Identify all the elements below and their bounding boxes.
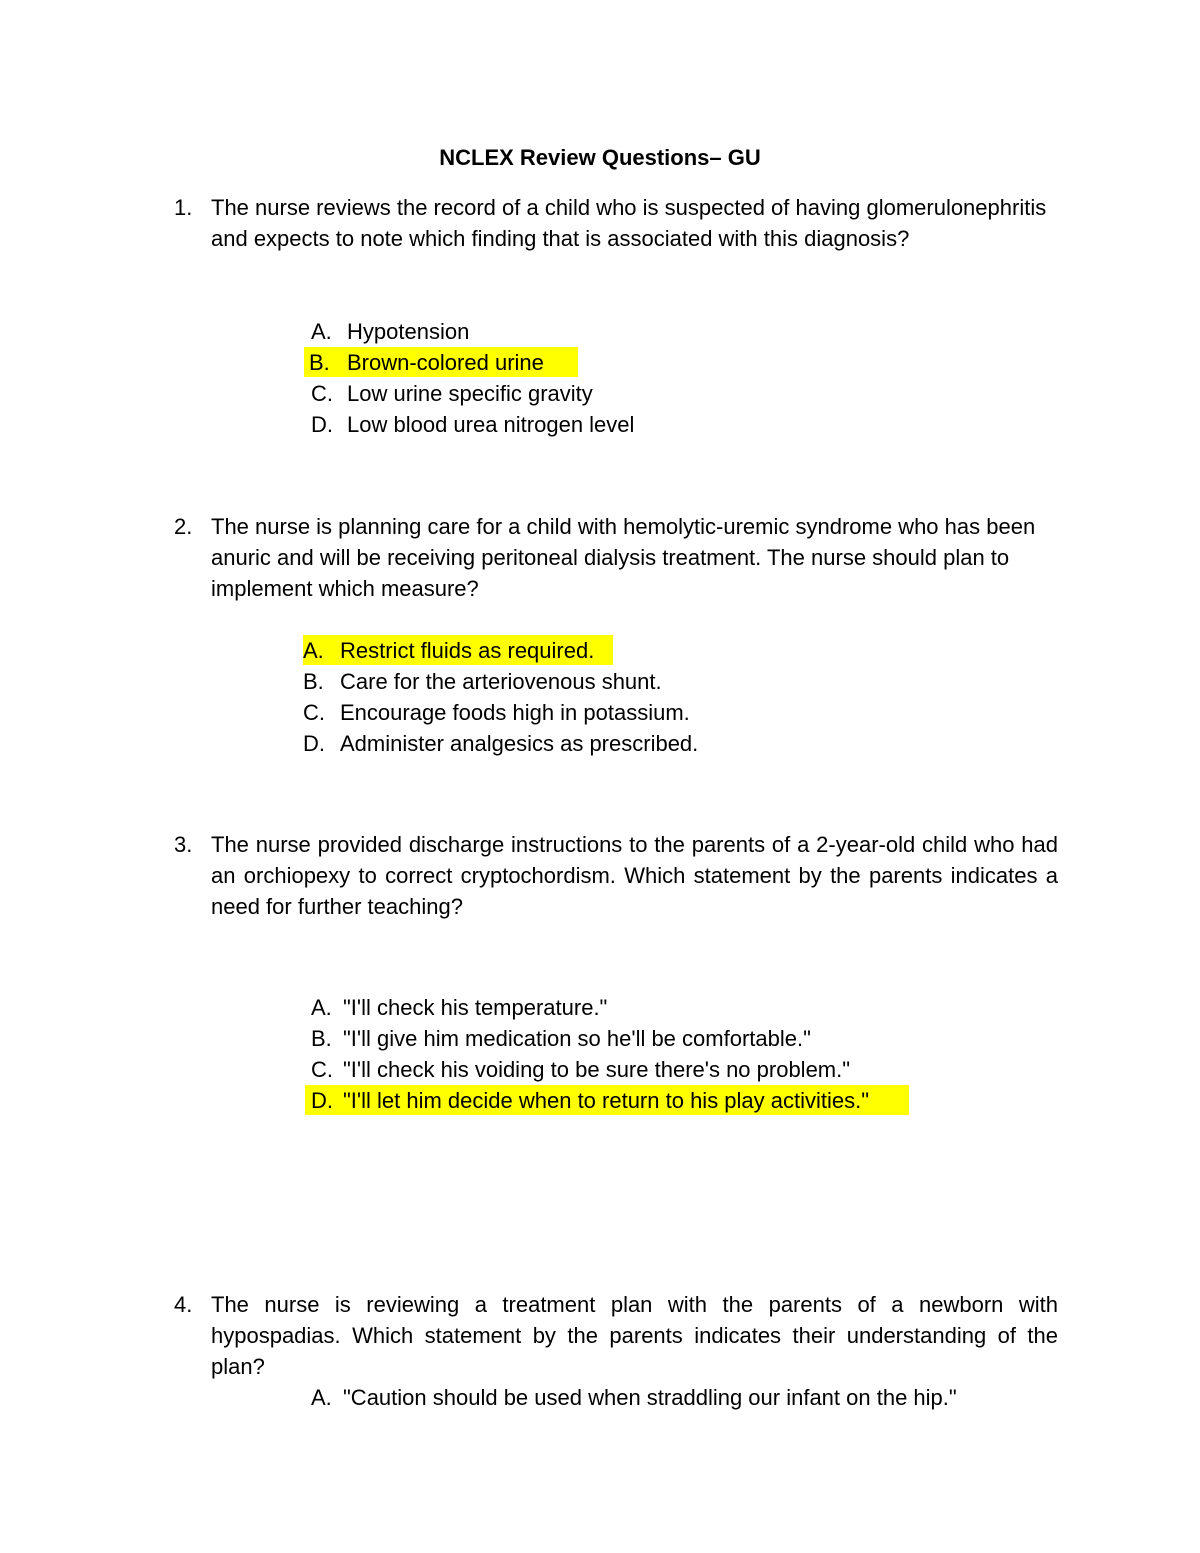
option-text: Low urine specific gravity bbox=[347, 381, 593, 406]
option-letter: A. bbox=[311, 995, 332, 1020]
option-text: Hypotension bbox=[347, 319, 470, 344]
option-text: "I'll give him medication so he'll be comfortable." bbox=[343, 1026, 811, 1051]
option-letter: D. bbox=[303, 731, 325, 756]
question-2 bbox=[174, 511, 1058, 604]
question-number: 2. bbox=[174, 514, 193, 539]
option-letter: B. bbox=[311, 1026, 332, 1051]
option-text: Administer analgesics as prescribed. bbox=[340, 731, 699, 756]
option-letter: D. bbox=[311, 412, 333, 437]
option-text: Brown-colored urine bbox=[347, 350, 544, 375]
option-text: "Caution should be used when straddling our infant on the hip." bbox=[343, 1385, 957, 1410]
question-4 bbox=[174, 1289, 1058, 1382]
option-text: "I'll let him decide when to return to his play activities." bbox=[343, 1088, 870, 1113]
question-text: The nurse provided discharge instructions to the parents of a 2-year-old child who had an orchiopexy to correct cryptochordism. Which statement by the parents indicates a need for further teaching? bbox=[211, 832, 1058, 919]
option-text: Restrict fluids as required. bbox=[340, 638, 595, 663]
option-text: Care for the arteriovenous shunt. bbox=[340, 669, 662, 694]
option-letter: C. bbox=[311, 381, 333, 406]
question-3 bbox=[174, 829, 1058, 922]
question-number: 1. bbox=[174, 195, 193, 220]
option-text: "I'll check his voiding to be sure there's no problem." bbox=[343, 1057, 851, 1082]
question-number: 3. bbox=[174, 832, 193, 857]
option-letter: B. bbox=[309, 350, 330, 375]
question-text: The nurse is planning care for a child with hemolytic-uremic syndrome who has been anuric and will be receiving peritoneal dialysis treatment. The nurse should plan to implement which measure? bbox=[211, 514, 1036, 601]
option-letter: A. bbox=[311, 1385, 332, 1410]
question-number: 4. bbox=[174, 1292, 193, 1317]
option-text: "I'll check his temperature." bbox=[343, 995, 608, 1020]
question-text: The nurse is reviewing a treatment plan with the parents of a newborn with hypospadias. Which statement by the parents indicates their understanding of the plan? bbox=[211, 1292, 1058, 1379]
option-letter: C. bbox=[311, 1057, 333, 1082]
option-letter: B. bbox=[303, 669, 324, 694]
page-title: NCLEX Review Questions– GU bbox=[439, 145, 761, 170]
question-text: The nurse reviews the record of a child who is suspected of having glomerulonephritis and expects to note which finding that is associated with this diagnosis? bbox=[211, 195, 1047, 251]
option-letter: A. bbox=[311, 319, 332, 344]
option-text: Low blood urea nitrogen level bbox=[347, 412, 635, 437]
option-letter: C. bbox=[303, 700, 325, 725]
option-letter: D. bbox=[311, 1088, 333, 1113]
option-letter: A. bbox=[303, 638, 324, 663]
question-1 bbox=[174, 192, 1058, 254]
option-text: Encourage foods high in potassium. bbox=[340, 700, 690, 725]
